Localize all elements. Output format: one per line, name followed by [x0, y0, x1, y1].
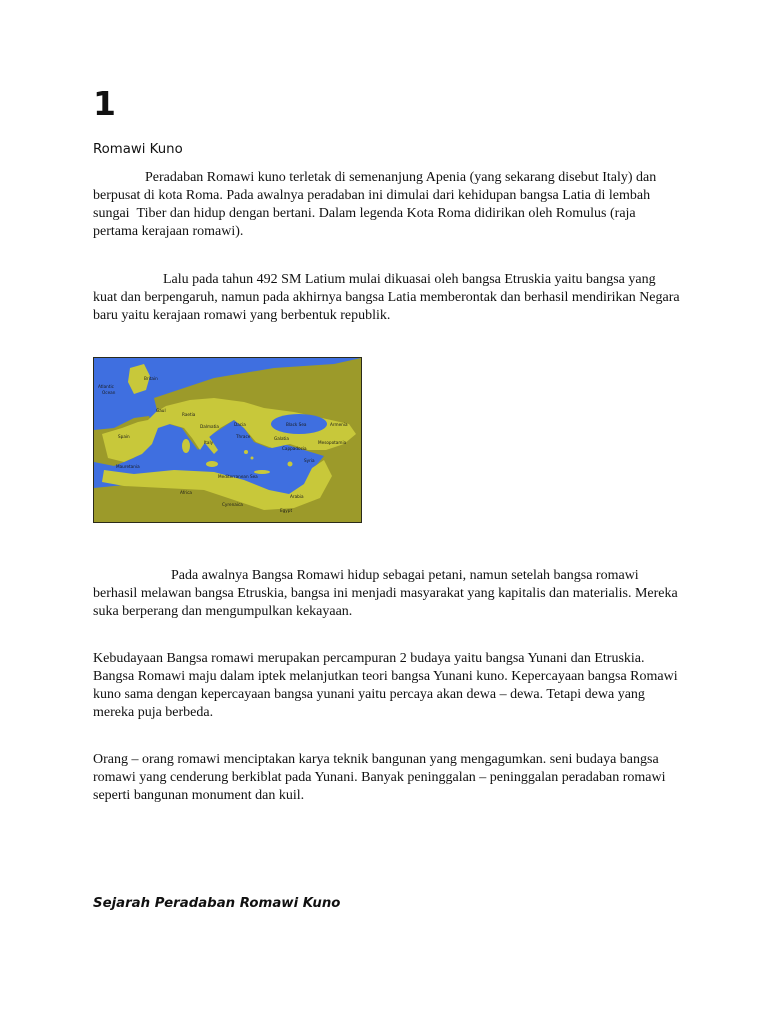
map-graphic [94, 358, 361, 522]
paragraph-etruskia: Lalu pada tahun 492 SM Latium mulai dikuasai oleh bangsa Etruskia yaitu bangsa yang kuat dan berpengaruh, namun pada akhirnya bangsa Latia memberontak dan berhasil mendirikan Negara baru yaitu kerajaan romawi yang berbentuk republik. [93, 272, 680, 323]
paragraph-petani: Pada awalnya Bangsa Romawi hidup sebagai petani, namun setelah bangsa romawi berhasil melawan bangsa Etruskia, bangsa ini menjadi masyarakat yang kapitalis dan materialis. Mereka suka berperang dan mengumpulkan kekayaan. [93, 568, 678, 619]
map-label-egypt: Egypt [280, 508, 293, 513]
section-heading: Romawi Kuno [93, 142, 183, 157]
paragraph-bangunan: Orang – orang romawi menciptakan karya teknik bangunan yang mengagumkan. seni budaya bangsa romawi yang cenderung berkiblat pada Yunani. Banyak peninggalan – peninggalan peradaban romawi seperti bangunan monument dan kuil. [93, 752, 666, 803]
map-label-syria: Syria [304, 458, 315, 463]
map-label-africa: Africa [180, 490, 192, 495]
map-island [244, 450, 248, 454]
map-label-raetia: Raetia [182, 412, 196, 417]
paragraph-kebudayaan: Kebudayaan Bangsa romawi merupakan percampuran 2 budaya yaitu bangsa Yunani dan Etruskia. Bangsa Romawi maju dalam iptek melanjutkan teori bangsa Yunani kuno. Kepercayaan bangsa Romawi kuno sama dengan kepercayaan bangsa yunani yaitu percaya akan dewa – dewa. Tetapi dewa yang mereka puja berbeda. [93, 651, 678, 720]
map-label-dalmatia: Dalmatia [200, 424, 219, 429]
roman-empire-map [93, 357, 362, 523]
map-island [251, 457, 254, 460]
map-label-galatia: Galatia [274, 436, 289, 441]
map-label-black-sea: Black Sea [286, 422, 307, 427]
map-label-mediterranean: Mediterranean Sea [218, 474, 258, 479]
map-label-italy: Italy [204, 440, 214, 445]
page-number: 1 [93, 84, 116, 123]
map-label-cappadocia: Cappadocia [282, 446, 307, 451]
map-cyprus [288, 462, 293, 467]
map-label-mauretania: Mauretania [116, 464, 140, 469]
map-label-britain: Britain [144, 376, 158, 381]
map-label-dacia: Dacia [234, 422, 246, 427]
map-label-spain: Spain [118, 434, 130, 439]
map-label-arabia: Arabia [290, 494, 304, 499]
map-label-armenia: Armenia [330, 422, 348, 427]
map-label-gaul: Gaul [156, 408, 166, 413]
map-sicily [206, 461, 218, 467]
section-subtitle: Sejarah Peradaban Romawi Kuno [93, 896, 341, 911]
paragraph-intro: Peradaban Romawi kuno terletak di semenanjung Apenia (yang sekarang disebut Italy) dan berpusat di kota Roma. Pada awalnya peradaban ini dimulai dari kehidupan bangsa Latia di lembah sungai Tiber dan hidup dengan bertani. Dalam legenda Kota Roma didirikan oleh Romulus (raja pertama kerajaan romawi). [93, 170, 657, 239]
map-label-atlantic: Atlantic [98, 384, 114, 389]
map-label-thrace: Thrace [236, 434, 251, 439]
map-label-ocean: Ocean [102, 390, 116, 395]
map-label-mesopotamia: Mesopotamia [318, 440, 347, 445]
map-sardinia [182, 439, 190, 453]
map-label-cyrenaica: Cyrenaica [222, 502, 243, 507]
